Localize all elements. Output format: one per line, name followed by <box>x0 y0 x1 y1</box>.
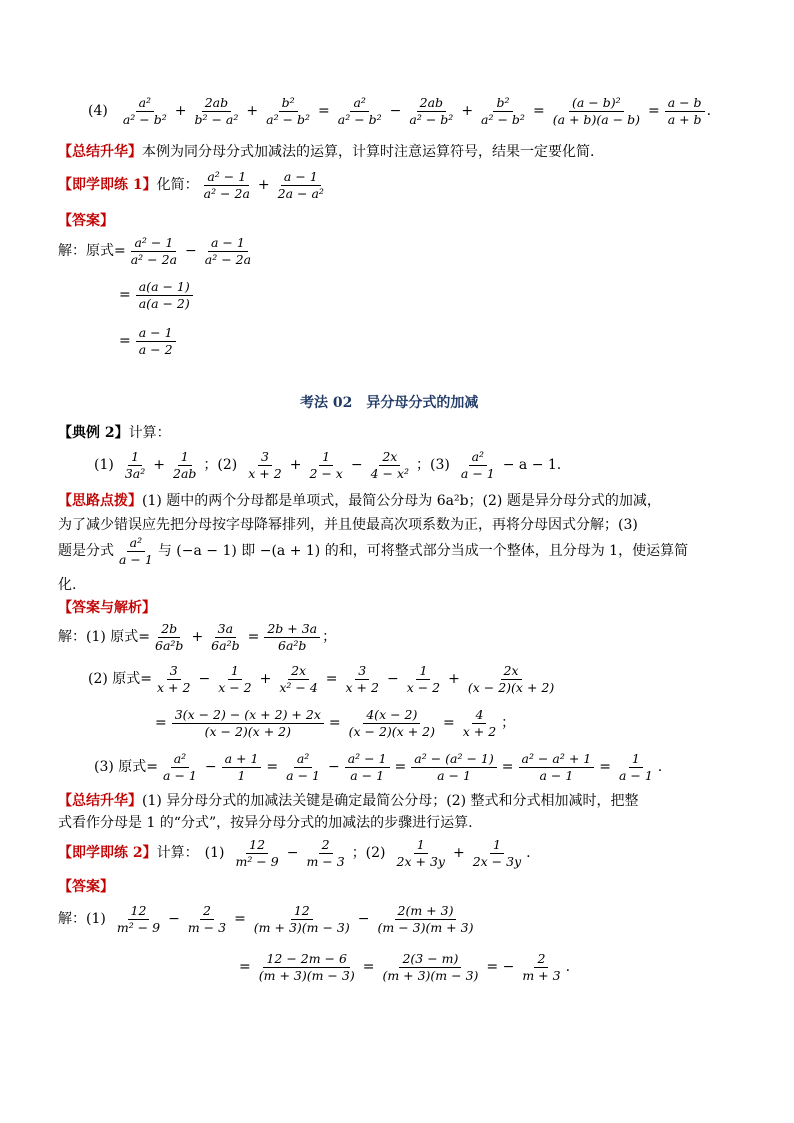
fraction: $\frac{\text{b²}}{\text{a² − b²}}$ <box>481 95 525 127</box>
fraction: $\frac{a + 1}{1}$ <box>222 752 262 783</box>
fraction: $\frac{2(3 - m)}{(m + 3)(m - 3)}$ <box>382 951 479 983</box>
practice-tag: 【即学即练 1】 <box>58 176 157 193</box>
fraction: $\frac{3}{x + 2}$ <box>345 663 379 695</box>
practice-tag: 【即学即练 2】 <box>58 844 157 861</box>
summary-tag: 【总结升华】 <box>58 144 142 160</box>
fraction: $\frac{a(a - 1)}{a(a - 2)}$ <box>136 280 193 311</box>
fraction: $\frac{2x}{(x - 2)(x + 2)}$ <box>467 663 555 695</box>
fraction: $\frac{2ab}{\text{a² − b²}}$ <box>409 95 454 127</box>
fraction: $\frac{\text{a² − 1}}{\text{a² − 2a}}$ <box>203 169 250 201</box>
fraction: $\frac{1}{x - 2}$ <box>218 663 252 695</box>
fraction: $\frac{1}{2x + 3y}$ <box>396 837 445 869</box>
answer-2-part-2-line-2: = $\frac{3(x - 2) - (x + 2) + 2x}{(x - 2)(x + 2)}$ = $\frac{4(x - 2)}{(x - 2)(x + 2)}$ = $\frac{4}{x + 2}$ ； <box>155 707 516 739</box>
summary-text: 本例为同分母分式加减法的运算，计算时注意运算符号，结果一定要化简. <box>142 144 595 160</box>
answer-1-step-1: 解：原式= $\frac{\text{a² − 1}}{\text{a² − 2a}}$ − $\frac{a - 1}{\text{a² − 2a}}$ <box>58 236 256 267</box>
fraction: $\frac{2}{m + 3}$ <box>522 951 561 983</box>
practice-1: 【即学即练 1】 化简： $\frac{\text{a² − 1}}{\text{a² − 2a}}$ + $\frac{a - 1}{\text{2a − a²}}$ <box>58 170 329 201</box>
fraction: $\frac{2}{m - 3}$ <box>306 837 345 869</box>
fraction: $\frac{\text{a²}}{a - 1}$ <box>286 751 320 783</box>
fraction: $\frac{3(x - 2) - (x + 2) + 2x}{(x - 2)(x + 2)}$ <box>172 708 324 739</box>
summary-tag: 【总结升华】 <box>58 793 142 809</box>
fraction: $\frac{\text{b²}}{\text{a² − b²}}$ <box>266 95 311 127</box>
example-tag: 【典例 2】 <box>58 425 129 441</box>
practice-2: 【即学即练 2】 计算： (1) $\frac{12}{\text{m² − 9}}$ − $\frac{2}{m - 3}$ ；(2) $\frac{1}{2x + 3y}$ + $\frac{1}{2x - 3y}$ . <box>58 837 531 869</box>
fraction: $\frac{\text{a²}}{\text{a² − b²}}$ <box>337 95 382 127</box>
practice-lead: 化简： <box>156 176 199 193</box>
answer-3-line-1: 解：(1) $\frac{12}{\text{m² − 9}}$ − $\frac{2}{m - 3}$ = $\frac{12}{(m + 3)(m - 3)}$ − $\frac{2(m + 3)}{(m - 3)(m + 3)}$ <box>58 904 478 935</box>
fraction: $\frac{\text{a² − a² + 1}}{a - 1}$ <box>519 752 595 783</box>
fraction: $\frac{\text{a²}}{a - 1}$ <box>163 751 197 783</box>
fraction: $\frac{1}{a - 1}$ <box>618 751 653 783</box>
fraction: $\frac{12 - 2m - 6}{(m + 3)(m - 3)}$ <box>258 951 355 983</box>
fraction: $\frac{\text{a²}}{a - 1}$ <box>460 449 495 481</box>
fraction: $\frac{4(x - 2)}{(x - 2)(x + 2)}$ <box>348 707 435 739</box>
answer-2-part-3: (3) 原式= $\frac{\text{a²}}{a - 1}$ − $\frac{a + 1}{1}$ = $\frac{\text{a²}}{a - 1}$ − $\frac{\text{a² − 1}}{a - 1}$ = $\frac{\text{a² − (a² − 1)}}{a - 1}$ = $\frac{\text{a² − a² + 1}}{a - 1}$ = $\frac{1}{a - 1}$ . <box>94 751 663 783</box>
example-2-problems: (1) $\frac{1}{\text{3a²}}$ + $\frac{1}{2ab}$ ；(2) $\frac{3}{x + 2}$ + $\frac{1}{2 - x}$ − $\frac{2x}{\text{4 − x²}}$ ；(3) $\frac{\text{a²}}{a - 1}$ − a − 1. <box>94 449 562 481</box>
answer-2-part-1: 解：(1) 原式= $\frac{2b}{\text{6a²b}}$ + $\frac{3a}{\text{6a²b}}$ = $\frac{2b + 3a}{\text{6a²b}}$ ； <box>58 621 337 653</box>
fraction: $\frac{1}{2x - 3y}$ <box>472 837 522 869</box>
answer-1-step-3: = $\frac{a - 1}{a - 2}$ <box>116 326 178 357</box>
fraction: $\frac{a - 1}{\text{a² − 2a}}$ <box>204 235 252 267</box>
fraction: $\frac{\text{a²}}{a - 1}$ <box>119 535 153 567</box>
fraction: $\frac{2(m + 3)}{(m - 3)(m + 3)}$ <box>377 903 474 935</box>
fraction: $\frac{12}{\text{m² − 9}}$ <box>235 837 279 869</box>
answer-2-part-2-line-1: (2) 原式= $\frac{3}{x + 2}$ − $\frac{1}{x - 2}$ + $\frac{2x}{\text{x² − 4}}$ = $\frac{3}{x + 2}$ − $\frac{1}{x - 2}$ + $\frac{2x}{(x - 2)(x + 2)}$ <box>88 664 559 695</box>
fraction: $\frac{12}{(m + 3)(m - 3)}$ <box>253 903 350 935</box>
hint-2-line-1: 【思路点拨】 (1) 题中的两个分母都是单项式，最简公分母为 6a²b；(2) 题是异分母分式的加减， <box>58 493 661 509</box>
fraction: $\frac{2b}{\text{6a²b}}$ <box>155 621 184 653</box>
fraction: $\frac{a - 1}{\text{2a − a²}}$ <box>277 169 324 201</box>
fraction: $\frac{1}{2ab}$ <box>173 449 197 481</box>
answer-3-tag: 【答案】 <box>58 879 114 895</box>
fraction: $\frac{a - 1}{a - 2}$ <box>136 326 176 357</box>
fraction: $\frac{2x}{\text{4 − x²}}$ <box>370 449 410 481</box>
fraction: $\frac{\text{(a − b)²}}{(a + b)(a - b)}$ <box>552 95 640 127</box>
fraction: $\frac{\text{a²}}{\text{a² − b²}}$ <box>122 95 167 127</box>
answer-1-step-2: = $\frac{a(a - 1)}{a(a - 2)}$ <box>116 280 195 311</box>
summary-2-line-1: 【总结升华】 (1) 异分母分式的加减法关键是确定最简公分母；(2) 整式和分式相加减时，把整 <box>58 793 639 809</box>
fraction: $\frac{3}{x + 2}$ <box>248 449 282 481</box>
fraction: $\frac{\text{a² − 1}}{\text{a² − 2a}}$ <box>130 235 178 267</box>
fraction: $\frac{3a}{\text{6a²b}}$ <box>211 621 240 653</box>
summary-1 <box>58 145 594 160</box>
fraction: $\frac{2x}{\text{x² − 4}}$ <box>279 663 318 695</box>
fraction: $\frac{\text{a² − (a² − 1)}}{a - 1}$ <box>411 752 496 783</box>
answer-3-line-2: = $\frac{12 - 2m - 6}{(m + 3)(m - 3)}$ = $\frac{2(3 - m)}{(m + 3)(m - 3)}$ = − $\frac{2}{m + 3}$ . <box>239 951 571 983</box>
summary-2-line-2: 式看作分母是 1 的“分式”，按异分母分式的加减法的步骤进行运算. <box>58 815 473 831</box>
example-2-header: 【典例 2】 计算： <box>58 425 171 441</box>
part-number: (4) <box>88 102 108 119</box>
fraction: $\frac{3}{x + 2}$ <box>157 663 191 695</box>
fraction: $\frac{2ab}{\text{b² − a²}}$ <box>194 95 239 127</box>
hint-2-line-4: 化. <box>58 577 77 593</box>
hint-tag: 【思路点拨】 <box>58 493 142 509</box>
section-title: 考法 02 异分母分式的加减 <box>300 395 479 411</box>
fraction: $\frac{1}{\text{3a²}}$ <box>124 449 146 481</box>
answer-1-tag: 【答案】 <box>58 213 114 229</box>
fraction: $\frac{12}{\text{m² − 9}}$ <box>116 903 161 935</box>
fraction: $\frac{4}{x + 2}$ <box>462 707 497 739</box>
fraction: $\frac{\text{a² − 1}}{a - 1}$ <box>345 752 390 783</box>
fraction: $\frac{1}{x - 2}$ <box>406 663 441 695</box>
hint-2-line-2: 为了减少错误应先把分母按字母降幂排列，并且使最高次项系数为正，再将分母因式分解；(3) <box>58 517 638 533</box>
fraction: $\frac{a - b}{a + b}$ <box>665 96 705 127</box>
fraction: $\frac{1}{2 - x}$ <box>309 449 343 481</box>
answer-2-tag: 【答案与解析】 <box>58 600 156 616</box>
fraction: $\frac{2}{m - 3}$ <box>187 903 227 935</box>
hint-2-line-3: 题是分式 $\frac{\text{a²}}{a - 1}$ 与 (−a − 1) 即 −(a + 1) 的和，可将整式部分当成一个整体，且分母为 1，使运算简 <box>58 535 689 567</box>
fraction: $\frac{2b + 3a}{\text{6a²b}}$ <box>264 622 320 653</box>
example-part-4: (4) $\frac{\text{a²}}{\text{a² − b²}}$ + $\frac{2ab}{\text{b² − a²}}$ + $\frac{\text{b²}}{\text{a² − b²}}$ = $\frac{\text{a²}}{\text{a² − b²}}$ − $\frac{2ab}{\text{a² − b²}}$ + $\frac{\text{b²}}{\text{a² − b²}}$ = $\frac{\text{(a − b)²}}{(a + b)(a - b)}$ = $\frac{a - b}{a + b}$ . <box>88 95 712 127</box>
